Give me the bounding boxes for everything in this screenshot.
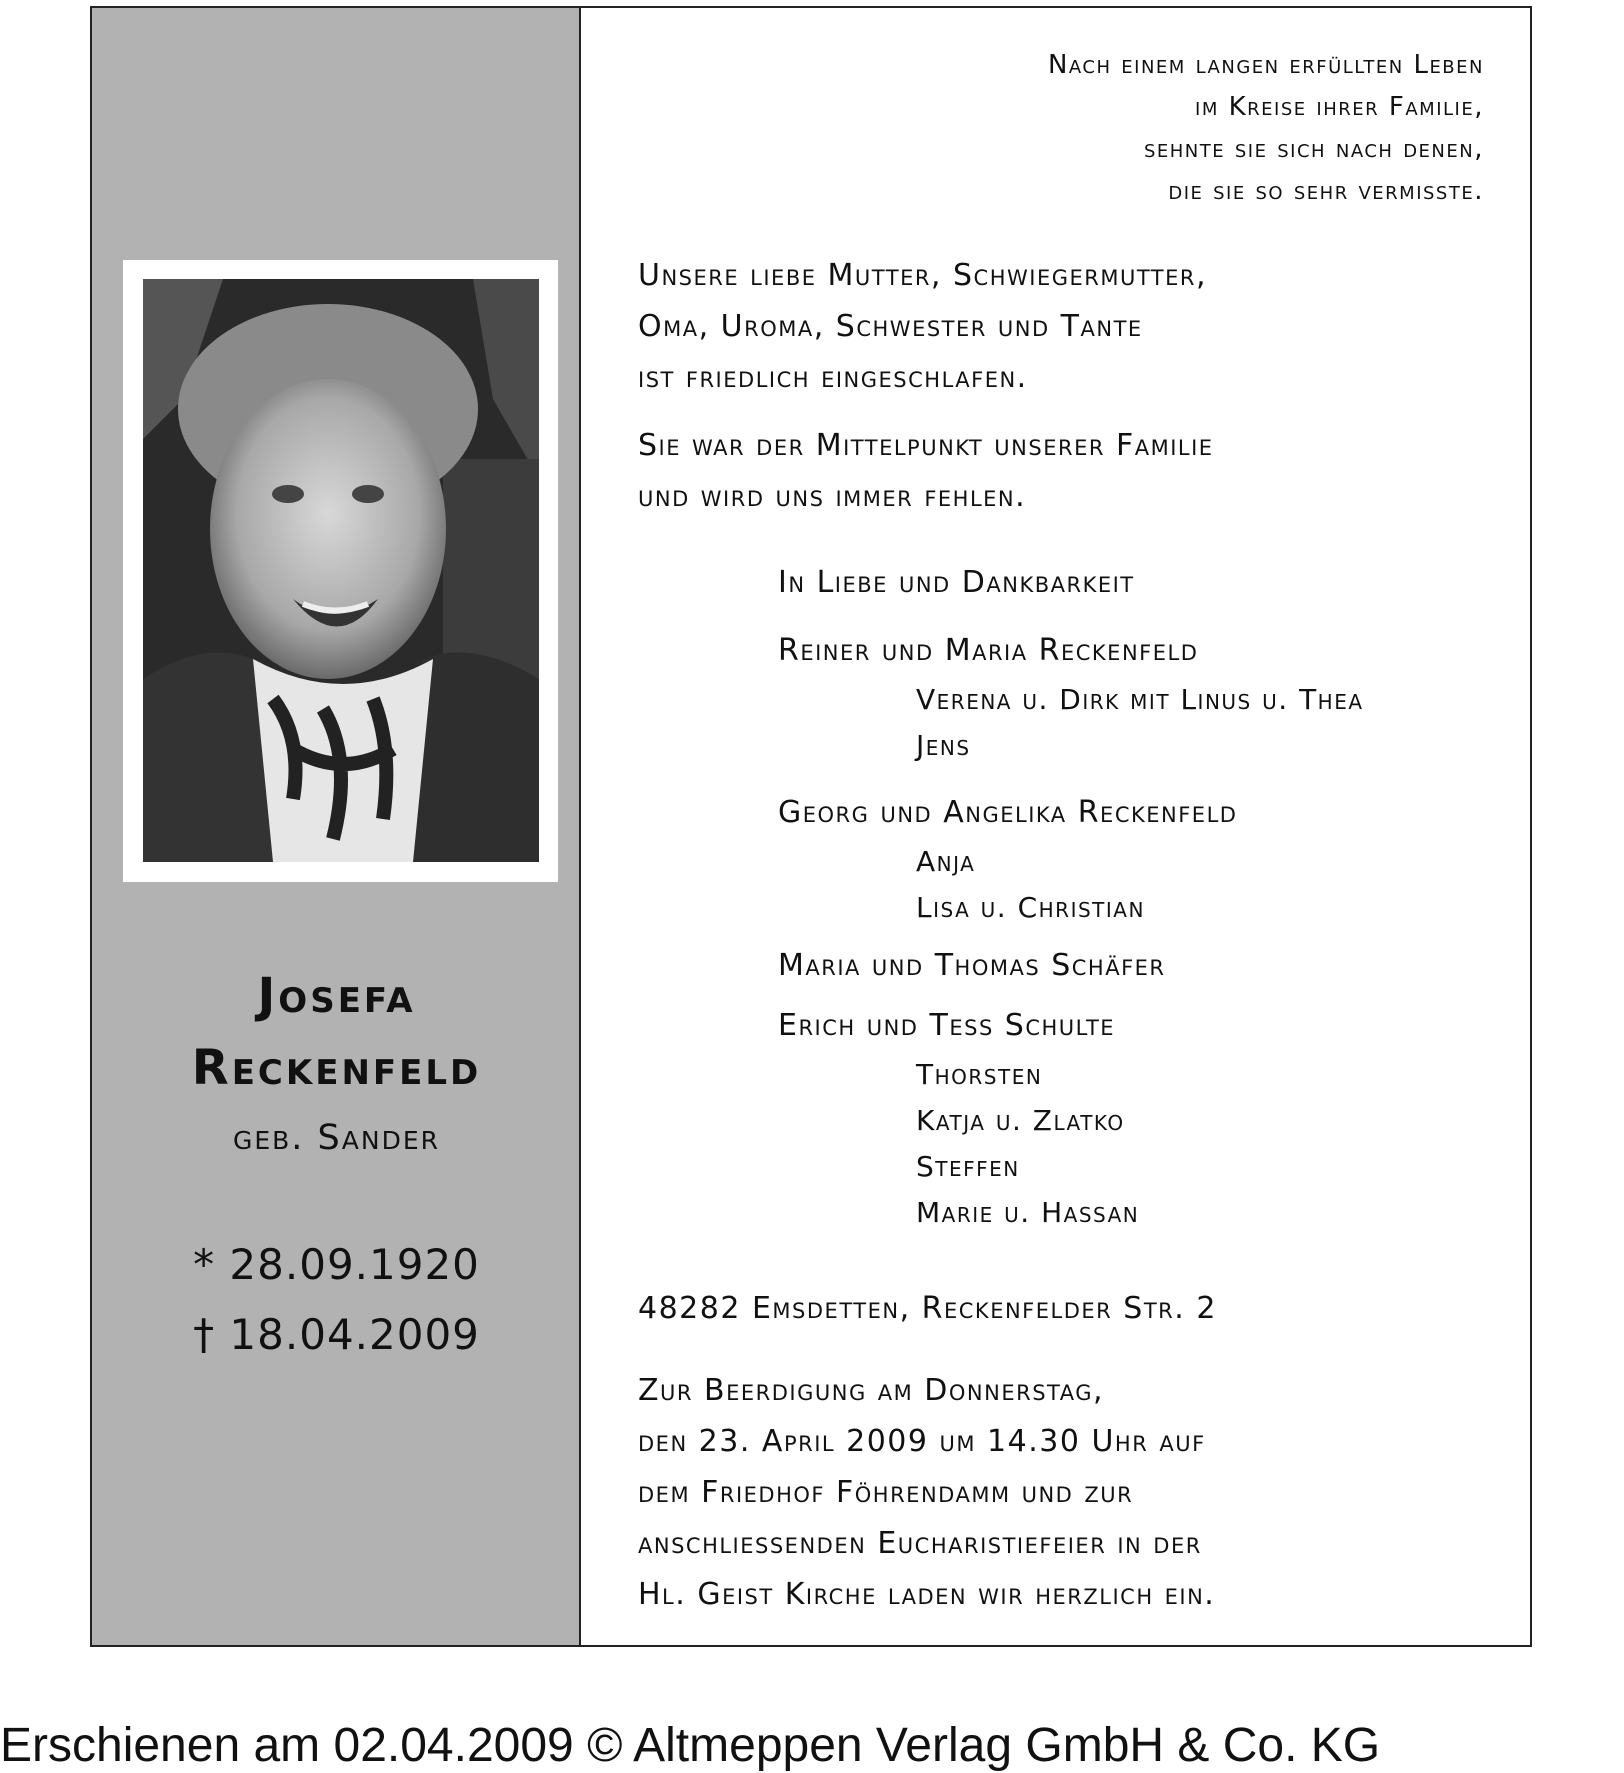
intro-line: ist friedlich eingeschlafen. xyxy=(638,360,1028,395)
poem-line: die sie so sehr vermisste. xyxy=(1168,176,1484,206)
deceased-born-name: geb. Sander xyxy=(232,1118,440,1158)
closing-line: In Liebe und Dankbarkeit xyxy=(778,565,1135,600)
family-member: Thorsten xyxy=(916,1058,1043,1091)
death-date: † 18.04.2009 xyxy=(193,1310,480,1359)
funeral-line: dem Friedhof Föhrendamm und zur xyxy=(638,1475,1134,1510)
obituary-notice xyxy=(90,6,1532,1647)
left-panel xyxy=(92,8,581,1645)
family-member: Jens xyxy=(916,729,971,762)
funeral-line: Zur Beerdigung am Donnerstag, xyxy=(638,1373,1105,1408)
family-member: Verena u. Dirk mit Linus u. Thea xyxy=(916,683,1364,716)
birth-date: * 28.09.1920 xyxy=(193,1240,480,1289)
family-member: Anja xyxy=(916,845,976,878)
family-head: Georg und Angelika Reckenfeld xyxy=(778,795,1238,830)
intro-line: Unsere liebe Mutter, Schwiegermutter, xyxy=(638,258,1208,293)
poem-line: Nach einem langen erfüllten Leben xyxy=(1047,50,1484,80)
family-head: Reiner und Maria Reckenfeld xyxy=(778,633,1199,668)
funeral-line: den 23. April 2009 um 14.30 Uhr auf xyxy=(638,1424,1206,1459)
poem-line: im Kreise ihrer Familie, xyxy=(1195,92,1484,122)
poem-line: sehnte sie sich nach denen, xyxy=(1143,134,1484,164)
intro-line: Oma, Uroma, Schwester und Tante xyxy=(638,309,1143,344)
portrait-photo xyxy=(143,279,539,862)
family-head: Maria und Thomas Schäfer xyxy=(778,948,1166,983)
family-member: Marie u. Hassan xyxy=(916,1196,1140,1229)
deceased-first-name: Josefa xyxy=(257,968,416,1024)
funeral-line: Hl. Geist Kirche laden wir herzlich ein. xyxy=(638,1577,1216,1612)
tribute-line: Sie war der Mittelpunkt unserer Familie xyxy=(638,428,1214,463)
tribute-line: und wird uns immer fehlen. xyxy=(638,479,1027,514)
publication-footer: Erschienen am 02.04.2009 © Altmeppen Verlag GmbH & Co. KG xyxy=(0,1719,1381,1772)
deceased-last-name: Reckenfeld xyxy=(191,1040,482,1096)
family-member: Steffen xyxy=(916,1150,1020,1183)
family-head: Erich und Tess Schulte xyxy=(778,1008,1116,1043)
address: 48282 Emsdetten, Reckenfelder Str. 2 xyxy=(638,1291,1217,1326)
family-member: Katja u. Zlatko xyxy=(916,1104,1125,1137)
family-member: Lisa u. Christian xyxy=(916,891,1145,924)
funeral-line: anschliessenden Eucharistiefeier in der xyxy=(638,1526,1202,1561)
portrait-illustration xyxy=(143,279,539,862)
